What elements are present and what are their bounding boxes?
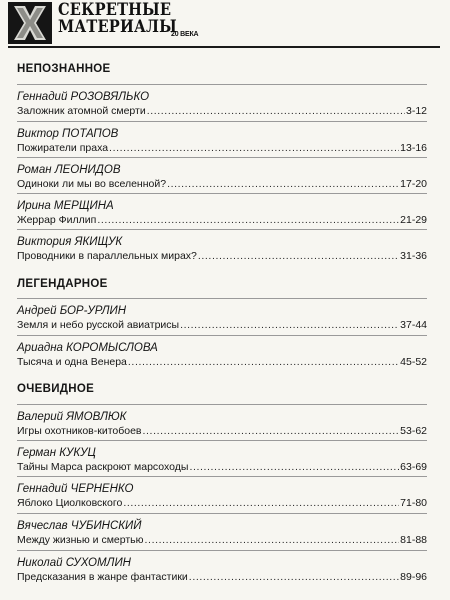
entry-title: Между жизнью и смертью bbox=[17, 534, 144, 546]
entry-divider bbox=[17, 193, 427, 194]
entry-title-line bbox=[17, 142, 427, 155]
dot-leader bbox=[97, 214, 399, 227]
entry-title: Игры охотников-китобоев bbox=[17, 425, 142, 437]
toc-entry bbox=[17, 482, 427, 510]
toc-entry bbox=[17, 556, 427, 584]
entry-pages: 81-88 bbox=[400, 534, 427, 546]
entry-title-line bbox=[17, 571, 427, 584]
entry-title-line bbox=[17, 461, 427, 474]
entry-pages: 21-29 bbox=[400, 214, 427, 226]
entry-author: Николай СУХОМЛИН bbox=[17, 557, 131, 569]
entry-title-line bbox=[17, 250, 427, 263]
magazine-title-line1: СЕКРЕТНЫЕ bbox=[58, 0, 172, 20]
entry-pages: 45-52 bbox=[400, 356, 427, 368]
masthead bbox=[8, 2, 428, 46]
toc-entry bbox=[17, 341, 427, 369]
toc-entry bbox=[17, 90, 427, 118]
entry-author: Геннадий ЧЕРНЕНКО bbox=[17, 483, 134, 495]
entry-divider bbox=[17, 157, 427, 158]
dot-leader bbox=[167, 178, 399, 191]
entry-pages: 63-69 bbox=[400, 461, 427, 473]
entry-divider bbox=[17, 298, 427, 299]
entry-title: Яблоко Циолковского bbox=[17, 497, 123, 509]
magazine-title-line2: МАТЕРИАЛЫ bbox=[58, 17, 177, 37]
dot-leader bbox=[189, 461, 399, 474]
dot-leader bbox=[147, 105, 405, 118]
entry-pages: 53-62 bbox=[400, 425, 427, 437]
entry-title: Заложник атомной смерти bbox=[17, 105, 146, 117]
entry-title: Жеррар Филлип bbox=[17, 214, 97, 226]
toc-entry bbox=[17, 446, 427, 474]
entry-author: Роман ЛЕОНИДОВ bbox=[17, 164, 121, 176]
entry-pages: 37-44 bbox=[400, 319, 427, 331]
entry-pages: 17-20 bbox=[400, 178, 427, 190]
toc-entry bbox=[17, 163, 427, 191]
entry-author: Виктория ЯКИЩУК bbox=[17, 236, 123, 248]
entry-divider bbox=[17, 404, 427, 405]
entry-divider bbox=[17, 84, 427, 85]
entry-title: Пожиратели праха bbox=[17, 142, 109, 154]
entry-author: Ирина МЕРЩИНА bbox=[17, 200, 114, 212]
toc-entry bbox=[17, 235, 427, 263]
entry-title: Предсказания в жанре фантастики bbox=[17, 571, 188, 583]
dot-leader bbox=[109, 142, 399, 155]
entry-pages: 31-36 bbox=[400, 250, 427, 262]
dot-leader bbox=[145, 534, 400, 547]
entry-title-line bbox=[17, 214, 427, 227]
dot-leader bbox=[128, 356, 399, 369]
entry-divider bbox=[17, 440, 427, 441]
entry-divider bbox=[17, 476, 427, 477]
dot-leader bbox=[123, 497, 399, 510]
entry-title-line bbox=[17, 178, 427, 191]
entry-author: Андрей БОР-УРЛИН bbox=[17, 305, 127, 317]
entry-pages: 71-80 bbox=[400, 497, 427, 509]
toc-entry bbox=[17, 199, 427, 227]
toc-entry bbox=[17, 519, 427, 547]
entry-divider bbox=[17, 513, 427, 514]
section-heading: НЕПОЗНАННОЕ bbox=[17, 63, 111, 75]
entry-pages: 13-16 bbox=[400, 142, 427, 154]
dot-leader bbox=[189, 571, 399, 584]
entry-author: Виктор ПОТАПОВ bbox=[17, 128, 119, 140]
toc-entry bbox=[17, 304, 427, 332]
section-heading: ОЧЕВИДНОЕ bbox=[17, 383, 95, 395]
entry-title: Тайны Марса раскроют марсоходы bbox=[17, 461, 189, 473]
entry-author: Герман КУКУЦ bbox=[17, 447, 96, 459]
entry-title-line bbox=[17, 534, 427, 547]
magazine-title bbox=[58, 2, 177, 36]
entry-title-line bbox=[17, 497, 427, 510]
entry-divider bbox=[17, 335, 427, 336]
dot-leader bbox=[198, 250, 399, 263]
entry-divider bbox=[17, 229, 427, 230]
entry-title: Земля и небо русской авиатрисы bbox=[17, 319, 180, 331]
entry-title-line bbox=[17, 105, 427, 118]
entry-author: Валерий ЯМОВЛЮК bbox=[17, 411, 127, 423]
entry-title-line bbox=[17, 425, 427, 438]
entry-author: Геннадий РОЗОВЯЛЬКО bbox=[17, 91, 150, 103]
section-heading: ЛЕГЕНДАРНОЕ bbox=[17, 278, 108, 290]
entry-title: Проводники в параллельных мирах? bbox=[17, 250, 197, 262]
masthead-rule bbox=[8, 46, 440, 48]
entry-pages: 89-96 bbox=[400, 571, 427, 583]
entry-divider bbox=[17, 550, 427, 551]
entry-pages: 3-12 bbox=[405, 105, 427, 117]
entry-title-line bbox=[17, 356, 427, 369]
entry-title-line bbox=[17, 319, 427, 332]
toc-entry bbox=[17, 127, 427, 155]
toc-entry bbox=[17, 410, 427, 438]
entry-title: Тысяча и одна Венера bbox=[17, 356, 127, 368]
dot-leader bbox=[143, 425, 400, 438]
entry-title: Одиноки ли мы во вселенной? bbox=[17, 178, 167, 190]
entry-author: Вячеслав ЧУБИНСКИЙ bbox=[17, 520, 142, 532]
x-logo-icon bbox=[8, 2, 52, 44]
dot-leader bbox=[180, 319, 399, 332]
magazine-century: 20 ВЕКА bbox=[171, 31, 199, 38]
entry-author: Ариадна КОРОМЫСЛОВА bbox=[17, 342, 158, 354]
entry-divider bbox=[17, 121, 427, 122]
